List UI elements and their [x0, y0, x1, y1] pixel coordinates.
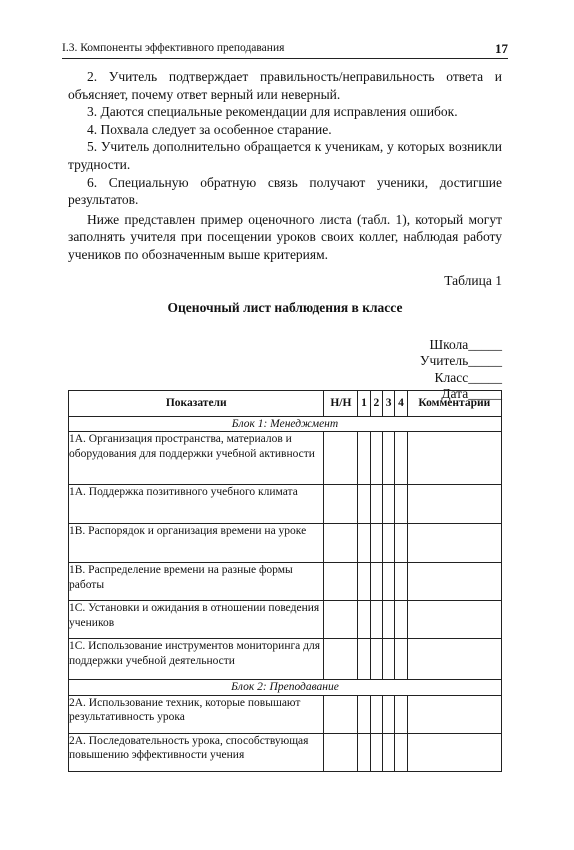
score-3-cell[interactable]: [382, 432, 394, 485]
header-rule: [62, 58, 508, 59]
teacher-field: Учитель_____: [419, 353, 502, 369]
score-1-cell[interactable]: [358, 695, 370, 733]
date-field: Дата_____: [441, 385, 502, 401]
nn-cell[interactable]: [324, 432, 358, 485]
score-4-cell[interactable]: [395, 601, 407, 639]
score-1-cell[interactable]: [358, 601, 370, 639]
score-2-cell[interactable]: [370, 601, 382, 639]
score-3-cell[interactable]: [382, 733, 394, 771]
table-row: [69, 639, 502, 680]
score-1-cell[interactable]: [358, 733, 370, 771]
score-4-cell[interactable]: [395, 524, 407, 563]
score-3-cell[interactable]: [382, 524, 394, 563]
score-2-cell[interactable]: [370, 563, 382, 601]
comment-cell[interactable]: [407, 432, 501, 485]
page-body: [68, 68, 502, 402]
nn-cell[interactable]: [324, 563, 358, 601]
score-4-cell[interactable]: [395, 432, 407, 485]
paragraph: 3. Даются специальные рекомендации для исправления ошибок.: [87, 104, 458, 120]
indicator-cell: 2А. Использование техник, которые повышают результативность урока: [69, 695, 324, 733]
indicator-cell: 1В. Распорядок и организация времени на уроке: [69, 524, 324, 563]
score-2-cell[interactable]: [370, 639, 382, 680]
header-score-3: 3: [382, 391, 394, 417]
paragraph: 5. Учитель дополнительно обращается к ученикам, у которых возникли трудности.: [68, 139, 502, 172]
indicator-cell: 1С. Установки и ожидания в отношении поведения учеников: [69, 601, 324, 639]
score-1-cell[interactable]: [358, 639, 370, 680]
indicator-cell: 2А. Последовательность урока, способствующая повышению эффективности учения: [69, 733, 324, 771]
table-row: [69, 485, 502, 524]
comment-cell[interactable]: [407, 563, 501, 601]
block-row: [69, 417, 502, 432]
nn-cell[interactable]: [324, 733, 358, 771]
block-row: [69, 680, 502, 695]
comment-cell[interactable]: [407, 733, 501, 771]
score-2-cell[interactable]: [370, 524, 382, 563]
score-3-cell[interactable]: [382, 639, 394, 680]
running-header: [62, 41, 508, 57]
header-indicators: Показатели: [69, 391, 324, 417]
header-comments: Комментарии: [407, 391, 501, 417]
indicator-cell: 1В. Распределение времени на разные формы работы: [69, 563, 324, 601]
table-row: [69, 695, 502, 733]
score-1-cell[interactable]: [358, 563, 370, 601]
table-row: [69, 563, 502, 601]
block-2-title: Блок 2: Преподавание: [69, 680, 502, 695]
comment-cell[interactable]: [407, 524, 501, 563]
nn-cell[interactable]: [324, 601, 358, 639]
nn-cell[interactable]: [324, 485, 358, 524]
paragraph: 4. Похвала следует за особенное старание.: [87, 121, 332, 137]
score-3-cell[interactable]: [382, 485, 394, 524]
score-4-cell[interactable]: [395, 563, 407, 601]
score-2-cell[interactable]: [370, 485, 382, 524]
nn-cell[interactable]: [324, 639, 358, 680]
score-4-cell[interactable]: [395, 695, 407, 733]
table-row: [69, 524, 502, 563]
header-score-4: 4: [395, 391, 407, 417]
score-3-cell[interactable]: [382, 601, 394, 639]
comment-cell[interactable]: [407, 695, 501, 733]
observation-table: [68, 390, 502, 772]
comment-cell[interactable]: [407, 485, 501, 524]
table-caption: Таблица 1: [444, 272, 502, 288]
block-1-title: Блок 1: Менеджмент: [69, 417, 502, 432]
score-4-cell[interactable]: [395, 485, 407, 524]
score-4-cell[interactable]: [395, 733, 407, 771]
table-row: [69, 601, 502, 639]
table-row: [69, 733, 502, 771]
nn-cell[interactable]: [324, 524, 358, 563]
indicator-cell: 1А. Организация пространства, материалов и оборудования для поддержки учебной активности: [69, 432, 324, 485]
header-nn: Н/Н: [324, 391, 358, 417]
comment-cell[interactable]: [407, 639, 501, 680]
running-header-title: I.3. Компоненты эффективного преподавания: [62, 42, 285, 54]
class-field: Класс_____: [434, 369, 502, 385]
score-2-cell[interactable]: [370, 733, 382, 771]
score-3-cell[interactable]: [382, 695, 394, 733]
score-1-cell[interactable]: [358, 524, 370, 563]
paragraph: Ниже представлен пример оценочного листа (табл. 1), который могут заполнять учителя при посещении уроков своих коллег, наблюдая работу учеников по обозначенным выше критериям.: [68, 211, 502, 262]
indicator-cell: 1А. Поддержка позитивного учебного климата: [69, 485, 324, 524]
page-number: 17: [495, 41, 508, 56]
nn-cell[interactable]: [324, 695, 358, 733]
paragraph: 2. Учитель подтверждает правильность/неправильность ответа и объясняет, почему ответ верный или неверный.: [68, 69, 502, 102]
indicator-cell: 1С. Использование инструментов мониторинга для поддержки учебной деятельности: [69, 639, 324, 680]
score-4-cell[interactable]: [395, 639, 407, 680]
comment-cell[interactable]: [407, 601, 501, 639]
paragraph: 6. Специальную обратную связь получают ученики, достигшие результатов.: [68, 174, 502, 208]
score-3-cell[interactable]: [382, 563, 394, 601]
header-score-1: 1: [358, 391, 370, 417]
table-title: Оценочный лист наблюдения в классе: [167, 300, 403, 316]
header-score-2: 2: [370, 391, 382, 417]
score-2-cell[interactable]: [370, 432, 382, 485]
score-2-cell[interactable]: [370, 695, 382, 733]
table-header-row: [69, 391, 502, 417]
score-1-cell[interactable]: [358, 485, 370, 524]
table-row: [69, 432, 502, 485]
school-field: Школа_____: [429, 336, 502, 352]
score-1-cell[interactable]: [358, 432, 370, 485]
